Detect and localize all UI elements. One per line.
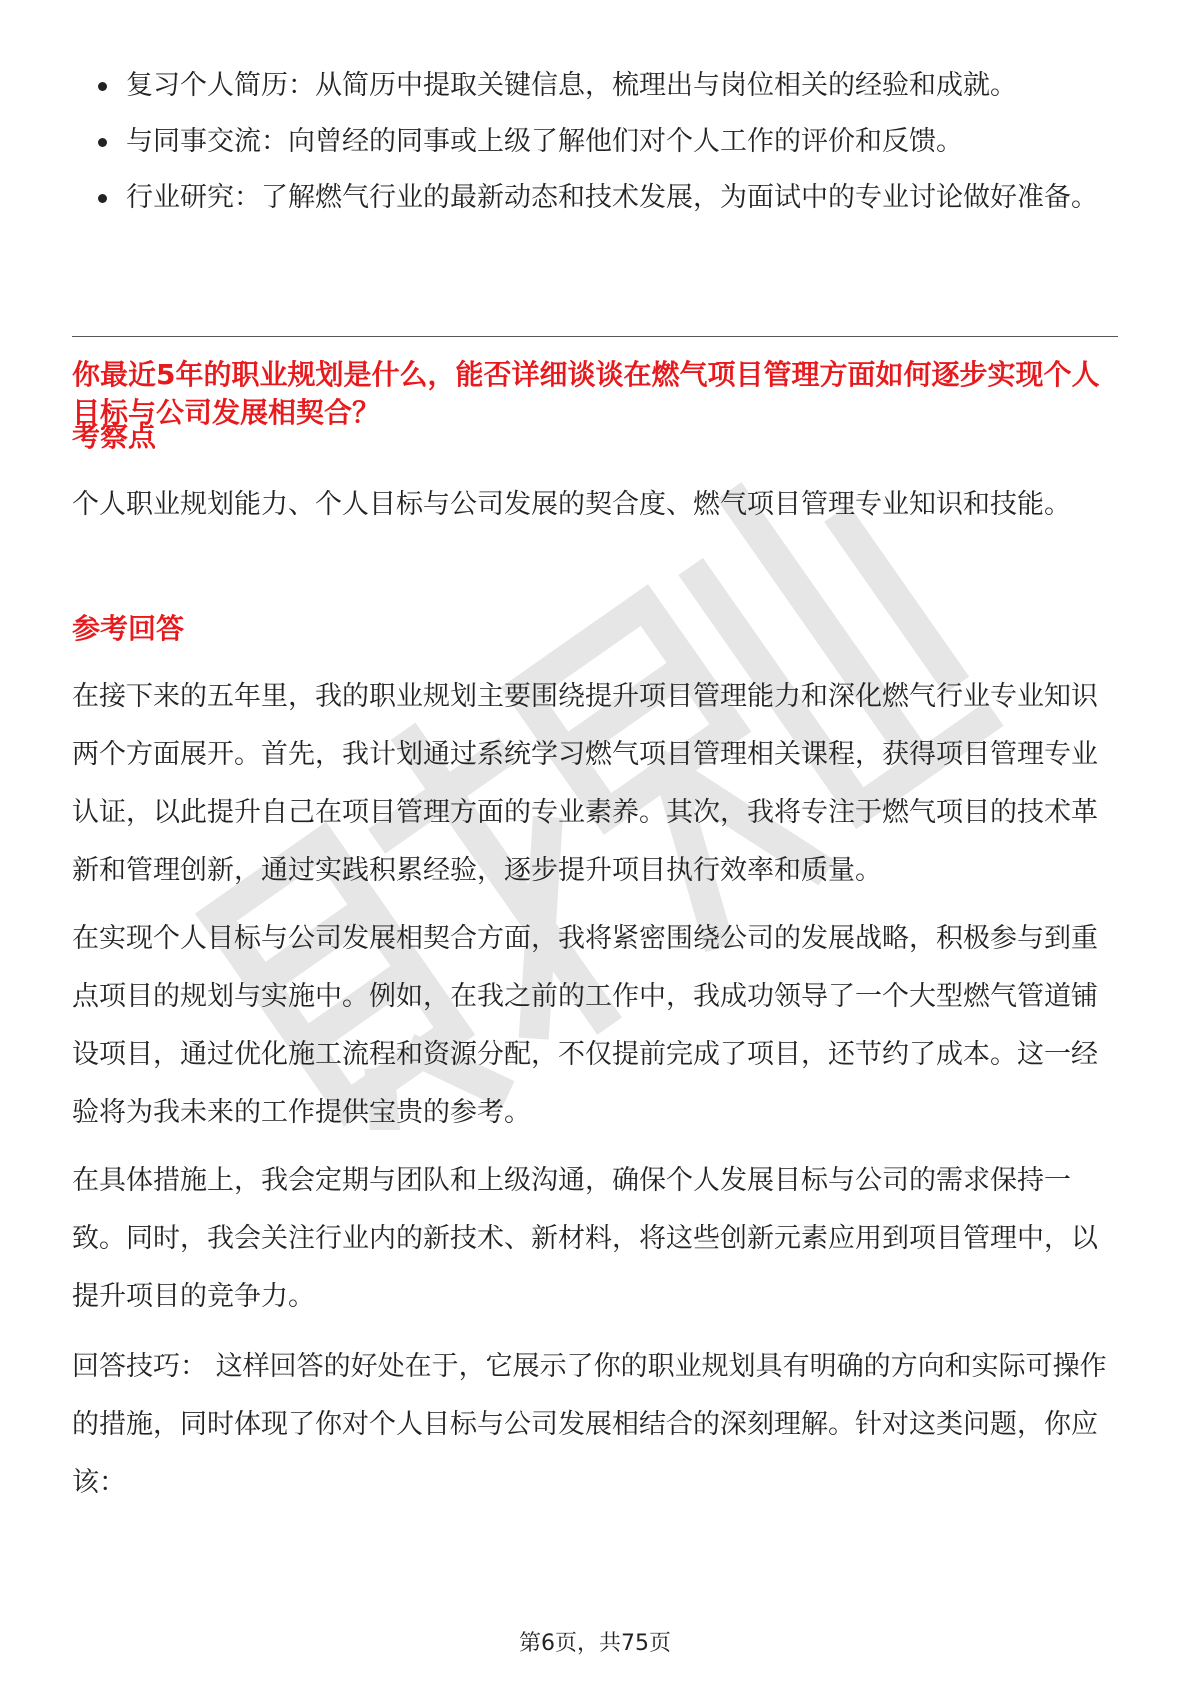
answer-paragraph: 在实现个人目标与公司发展相契合方面，我将紧密围绕公司的发展战略，积极参与到重点项目的规划与实施中。例如，在我之前的工作中，我成功领导了一个大型燃气管道铺设项目，通过优化施工流程和资源分配，不仅提前完成了项目，还节约了成本。这一经验将为我未来的工作提供宝贵的参考。 [72,923,1098,1128]
answer-paragraph: 在接下来的五年里，我的职业规划主要围绕提升项目管理能力和深化燃气行业专业知识两个方面展开。首先，我计划通过系统学习燃气项目管理相关课程，获得项目管理专业认证，以此提升自己在项目管理方面的专业素养。其次，我将专注于燃气项目的技术革新和管理创新，通过实践积累经验，逐步提升项目执行效率和质量。 [72,681,1098,886]
focus-label: 考察点 [72,420,157,453]
section-divider [72,336,1118,337]
answer-paragraph: 在具体措施上，我会定期与团队和上级沟通，确保个人发展目标与公司的需求保持一致。同时，我会关注行业内的新技术、新材料，将这些创新元素应用到项目管理中，以提升项目的竞争力。 [72,1165,1098,1312]
list-item: 行业研究：了解燃气行业的最新动态和技术发展，为面试中的专业讨论做好准备。 [96,170,1116,226]
answer-tip: 回答技巧： 这样回答的好处在于，它展示了你的职业规划具有明确的方向和实际可操作的措施，同时体现了你对个人目标与公司发展相结合的深刻理解。针对这类问题，你应该： [72,1351,1107,1498]
question-heading: 你最近5年的职业规划是什么，能否详细谈谈在燃气项目管理方面如何逐步实现个人目标与公司发展相契合？ [72,358,1100,429]
list-item: 与同事交流：向曾经的同事或上级了解他们对个人工作的评价和反馈。 [96,114,1116,170]
page-number: 第6页，共75页 [519,1631,671,1656]
bullet-list [96,58,1116,226]
focus-text: 个人职业规划能力、个人目标与公司发展的契合度、燃气项目管理专业知识和技能。 [72,489,1071,520]
answer-label: 参考回答 [72,612,185,645]
list-item: 复习个人简历：从简历中提取关键信息，梳理出与岗位相关的经验和成就。 [96,58,1116,114]
